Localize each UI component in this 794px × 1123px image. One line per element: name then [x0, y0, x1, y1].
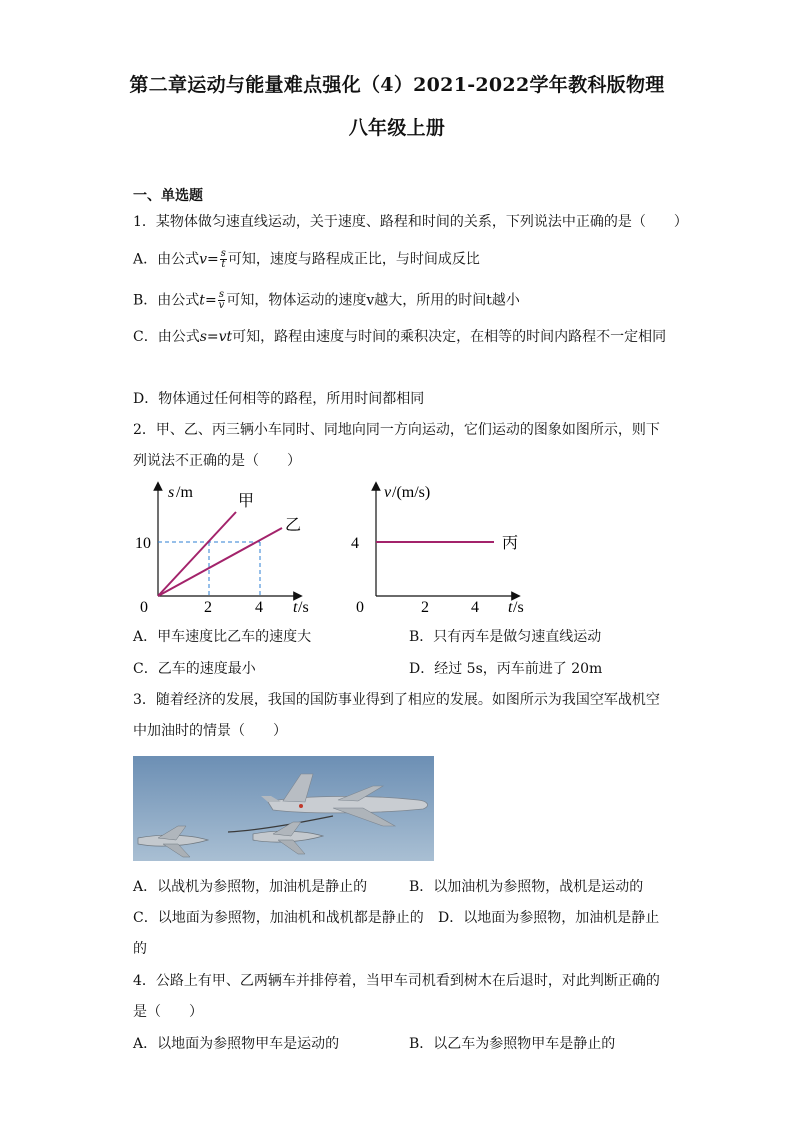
q4-option-a: A．以地面为参照物甲车是运动的: [133, 1036, 340, 1052]
q1-b-eq: =: [204, 292, 217, 309]
q1-option-b: [133, 290, 520, 311]
q2-option-d: D．经过 5s，丙车前进了 20m: [409, 661, 603, 677]
vt-xlabel-unit: /s: [513, 599, 524, 616]
q1-option-c: [133, 327, 666, 347]
q3-option-a: A．以战机为参照物，加油机是静止的: [133, 879, 368, 895]
vt-series-bing-label: 丙: [502, 535, 519, 552]
q3-stem-line2: 中加油时的情景（ ）: [133, 723, 287, 739]
q1-c-text: 可知，路程由速度与时间的乘积决定，在相等的时间内路程不一定相同: [232, 329, 667, 345]
q1-c-prefix: C．由公式: [133, 329, 200, 345]
q2-option-b: B．只有丙车是做匀速直线运动: [409, 629, 602, 645]
section-heading: 一、单选题: [133, 188, 203, 204]
st-ylabel-unit: /m: [176, 484, 193, 501]
st-xlabel-var: t: [293, 599, 298, 616]
q1-a-prefix: A．由公式: [133, 251, 200, 268]
q1-b-numerator: s: [218, 289, 225, 300]
st-origin: 0: [140, 599, 148, 616]
q1-b-text: 可知，物体运动的速度v越大，所用的时间t越小: [226, 292, 520, 309]
series-yi-line: [158, 528, 282, 596]
q3-option-d-line2: 的: [133, 941, 147, 957]
vt-ytick-4: 4: [351, 535, 359, 552]
document-title-line2: 八年级上册: [348, 117, 446, 139]
q2-option-c: C．乙车的速度最小: [133, 661, 256, 677]
q2-vt-graph: [348, 478, 538, 620]
vt-xtick-2: 2: [421, 599, 429, 616]
q3-option-b: B．以加油机为参照物，战机是运动的: [409, 879, 644, 895]
q1-b-var: t: [199, 292, 205, 309]
document-title-line1: 第二章运动与能量难点强化（4）2021-2022学年教科版物理: [129, 74, 665, 96]
q1-stem: 1．某物体做匀速直线运动，关于速度、路程和时间的关系，下列说法中正确的是（ ）: [133, 214, 688, 230]
st-xtick-4: 4: [255, 599, 263, 616]
st-ytick-10: 10: [135, 535, 151, 552]
vt-ylabel-var: v: [384, 484, 392, 501]
q2-stem-line2: 列说法不正确的是（ ）: [133, 453, 301, 469]
q1-b-prefix: B．由公式: [133, 292, 200, 309]
vt-xlabel-var: t: [508, 599, 513, 616]
q1-a-eq: =: [207, 251, 219, 268]
st-ylabel-var: s: [168, 484, 175, 501]
q1-b-denominator: v: [218, 300, 225, 311]
series-jia-line: [158, 512, 236, 596]
q1-option-d: D．物体通过任何相等的路程，所用时间都相同: [133, 391, 425, 407]
q1-b-fraction: [218, 290, 226, 311]
vt-ylabel-unit: /(m/s): [392, 484, 431, 501]
q3-option-c: C．以地面为参照物，加油机和战机都是静止的: [133, 910, 424, 926]
q1-option-a: [133, 249, 480, 270]
st-series-yi-label: 乙: [285, 517, 302, 534]
q3-option-d-line1: D．以地面为参照物，加油机是静止: [438, 910, 660, 926]
q1-a-fraction: [220, 249, 227, 270]
q1-a-text: 可知，速度与路程成正比，与时间成反比: [227, 251, 480, 268]
st-xtick-2: 2: [204, 599, 212, 616]
q2-option-a: A．甲车速度比乙车的速度大: [133, 629, 312, 645]
q4-option-b: B．以乙车为参照物甲车是静止的: [409, 1036, 616, 1052]
refueling-photo: [133, 756, 434, 861]
vt-origin: 0: [356, 599, 364, 616]
q1-a-denominator: t: [221, 259, 226, 270]
q2-stem-line1: 2．甲、乙、丙三辆小车同时、同地向同一方向运动，它们运动的图象如图所示，则下: [133, 422, 660, 438]
q1-a-var: v: [199, 251, 208, 268]
q4-stem-line2: 是（ ）: [133, 1004, 203, 1020]
q1-c-formula: s=vt: [199, 329, 233, 345]
q3-stem-line1: 3．随着经济的发展，我国的国防事业得到了相应的发展。如图所示为我国空军战机空: [133, 692, 660, 708]
q4-stem-line1: 4．公路上有甲、乙两辆车并排停着，当甲车司机看到树木在后退时，对此判断正确的: [133, 973, 660, 989]
q1-a-numerator: s: [220, 248, 226, 259]
q2-st-graph: [130, 478, 330, 620]
vt-xtick-4: 4: [471, 599, 479, 616]
st-series-jia-label: 甲: [238, 493, 255, 510]
st-xlabel-unit: /s: [298, 599, 309, 616]
